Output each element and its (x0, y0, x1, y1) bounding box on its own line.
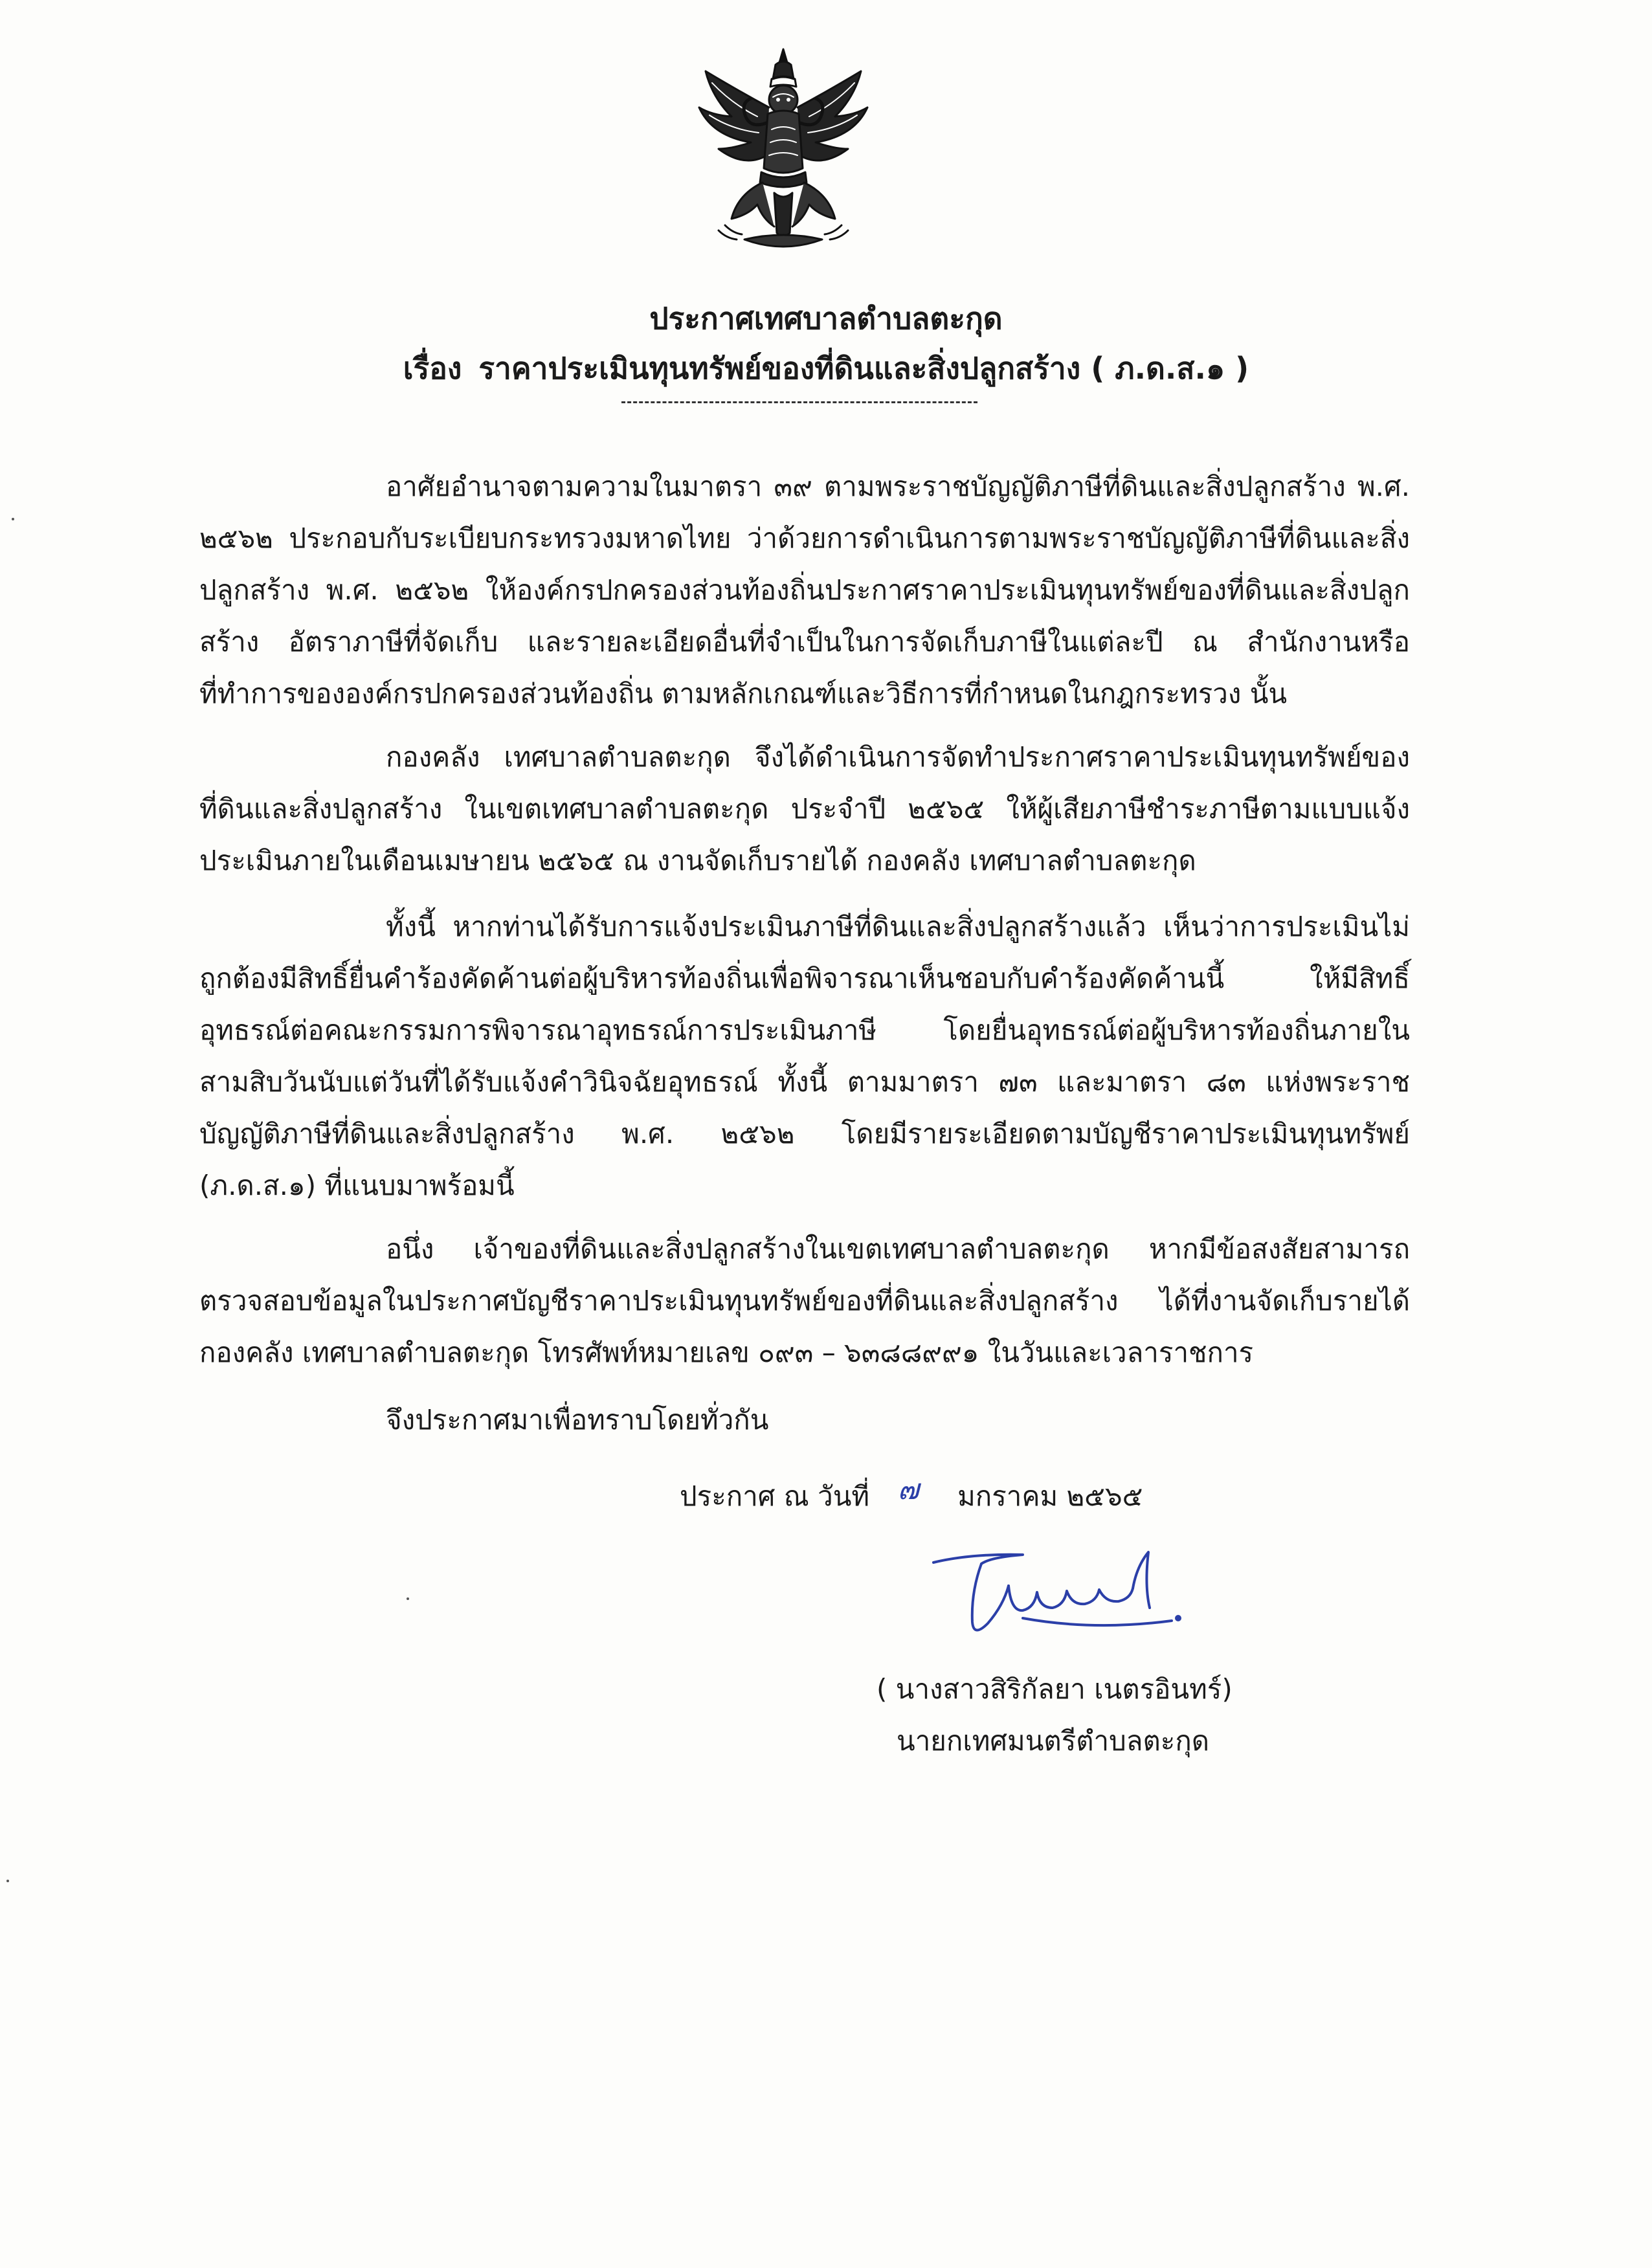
garuda-emblem-icon (686, 45, 880, 259)
closing-statement: จึงประกาศมาเพื่อทราบโดยทั่วกัน (386, 1404, 769, 1436)
dateline-month-year: มกราคม ๒๕๖๕ (957, 1480, 1143, 1512)
body-paragraph-3: ทั้งนี้ หากท่านได้รับการแจ้งประเมินภาษีที่ดินและสิ่งปลูกสร้างแล้ว เห็นว่าการประเมินไม่ถูกต้องมีสิทธิ์ยื่นคำร้องคัดค้านต่อผู้บริหารท้องถิ่นเพื่อพิจารณาเห็นชอบกับคำร้องคัดค้านนี้ ให้มีสิทธิ์อุทธรณ์ต่อคณะกรรมการพิจารณาอุทธรณ์การประเมินภาษี โดยยื่นอุทธรณ์ต่อผู้บริหารท้องถิ่นภายในสามสิบวันนับแต่วันที่ได้รับแจ้งคำวินิจฉัยอุทธรณ์ ทั้งนี้ ตามมาตรา ๗๓ และมาตรา ๘๓ แห่งพระราชบัญญัติภาษีที่ดินและสิ่งปลูกสร้าง พ.ศ. ๒๕๖๒ โดยมีรายระเอียดตามบัญชีราคาประเมินทุนทรัพย์ (ภ.ด.ส.๑) ที่แนบมาพร้อมนี้ (199, 911, 1410, 1201)
signer-name: ( นางสาวสิริกัลยา เนตรอินทร์) (876, 1673, 1233, 1705)
subject-text: ราคาประเมินทุนทรัพย์ของที่ดินและสิ่งปลูกสร้าง ( ภ.ด.ส.๑ ) (478, 351, 1249, 386)
body-paragraph-4: อนึ่ง เจ้าของที่ดินและสิ่งปลูกสร้างในเขตเทศบาลตำบลตะกุด หากมีข้อสงสัยสามารถตรวจสอบข้อมูลในประกาศบัญชีราคาประเมินทุนทรัพย์ของที่ดินและสิ่งปลูกสร้าง ได้ที่งานจัดเก็บรายได้ กองคลัง เทศบาลตำบลตะกุด โทรศัพท์หมายเลข ๐๙๓ – ๖๓๘๘๙๙๑ ในวันและเวลาราชการ (199, 1233, 1410, 1368)
dateline-prefix: ประกาศ ณ วันที่ (680, 1480, 870, 1512)
handwritten-signature-icon (926, 1540, 1198, 1651)
subject-lead: เรื่อง (403, 351, 462, 386)
body-paragraph-1: อาศัยอำนาจตามความในมาตรา ๓๙ ตามพระราชบัญญัติภาษีที่ดินและสิ่งปลูกสร้าง พ.ศ. ๒๕๖๒ ประกอบกับระเบียบกระทรวงมหาดไทย ว่าด้วยการดำเนินการตามพระราชบัญญัติภาษีที่ดินและสิ่งปลูกสร้าง พ.ศ. ๒๕๖๒ ให้องค์กรปกครองส่วนท้องถิ่นประกาศราคาประเมินทุนทรัพย์ของที่ดินและสิ่งปลูกสร้าง อัตราภาษีที่จัดเก็บ และรายละเอียดอื่นที่จำเป็นในการจัดเก็บภาษีในแต่ละปี ณ สำนักงานหรือที่ทำการขององค์กรปกครองส่วนท้องถิ่น ตามหลักเกณฑ์และวิธีการที่กำหนดในกฎกระทรวง นั้น (199, 471, 1410, 709)
scan-speck (407, 1597, 409, 1600)
signer-position: นายกเทศมนตรีตำบลตะกุด (897, 1725, 1210, 1757)
body-paragraph-2: กองคลัง เทศบาลตำบลตะกุด จึงได้ดำเนินการจัดทำประกาศราคาประเมินทุนทรัพย์ของที่ดินและสิ่งปลูกสร้าง ในเขตเทศบาลตำบลตะกุด ประจำปี ๒๕๖๕ ให้ผู้เสียภาษีชำระภาษีตามแบบแจ้งประเมินภายในเดือนเมษายน ๒๕๖๕ ณ งานจัดเก็บรายได้ กองคลัง เทศบาลตำบลตะกุด (199, 741, 1410, 876)
dateline (680, 1471, 1143, 1522)
scan-speck (12, 518, 14, 520)
announcement-title: ประกาศเทศบาลตำบลตะกุด (649, 301, 1003, 336)
dateline-day: ๗ (897, 1473, 919, 1506)
announcement-subject (0, 344, 1652, 392)
scan-speck (6, 1880, 9, 1882)
title-divider (621, 401, 977, 403)
